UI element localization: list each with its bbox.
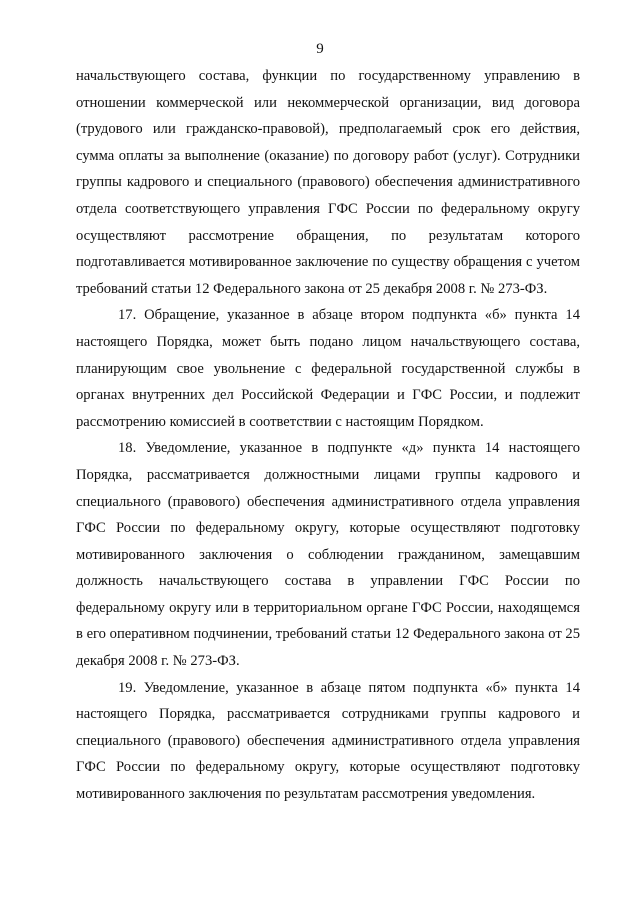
document-body (76, 63, 580, 808)
paragraph-continuation: начальствующего состава, функции по государственному управлению в отношении коммерческой или некоммерческой организации, вид договора (трудового или гражданско-правовой), предполагаемый срок его действия, сумма оплаты за выполнение (оказание) по договору работ (услуг). Сотрудники группы кадрового и специального (правового) обеспечения административного отдела соответствующего управления ГФС России по федеральному округу осуществляют рассмотрение обращения, по результатам которого подготавливается мотивированное заключение по существу обращения с учетом требований статьи 12 Федерального закона от 25 декабря 2008 г. № 273-ФЗ. (76, 68, 580, 297)
paragraph-item-19: 19. Уведомление, указанное в абзаце пятом подпункта «б» пункта 14 настоящего Порядка, рассматривается сотрудниками группы кадрового и специального (правового) обеспечения административного отдела управления ГФС России по федеральному округу, которые осуществляют подготовку мотивированного заключения по результатам рассмотрения уведомления. (76, 679, 580, 803)
page-number: 9 (316, 41, 324, 57)
paragraph-item-17: 17. Обращение, указанное в абзаце втором подпункта «б» пункта 14 настоящего Порядка, может быть подано лицом начальствующего состава, планирующим свое увольнение с федеральной государственной службы в органах внутренних дел Российской Федерации и ГФС России, и подлежит рассмотрению комиссией в соответствии с настоящим Порядком. (76, 307, 580, 430)
paragraph-item-18: 18. Уведомление, указанное в подпункте «д» пункта 14 настоящего Порядка, рассматривается должностными лицами группы кадрового и специального (правового) обеспечения административного отдела управления ГФС России по федеральному округу, которые осуществляют подготовку мотивированного заключения о соблюдении гражданином, замещавшим должность начальствующего состава в управлении ГФС России по федеральному округу или в территориальном органе ГФС России, находящемся в его оперативном подчинении, требований статьи 12 Федерального закона от 25 декабря 2008 г. № 273-ФЗ. (76, 440, 580, 670)
